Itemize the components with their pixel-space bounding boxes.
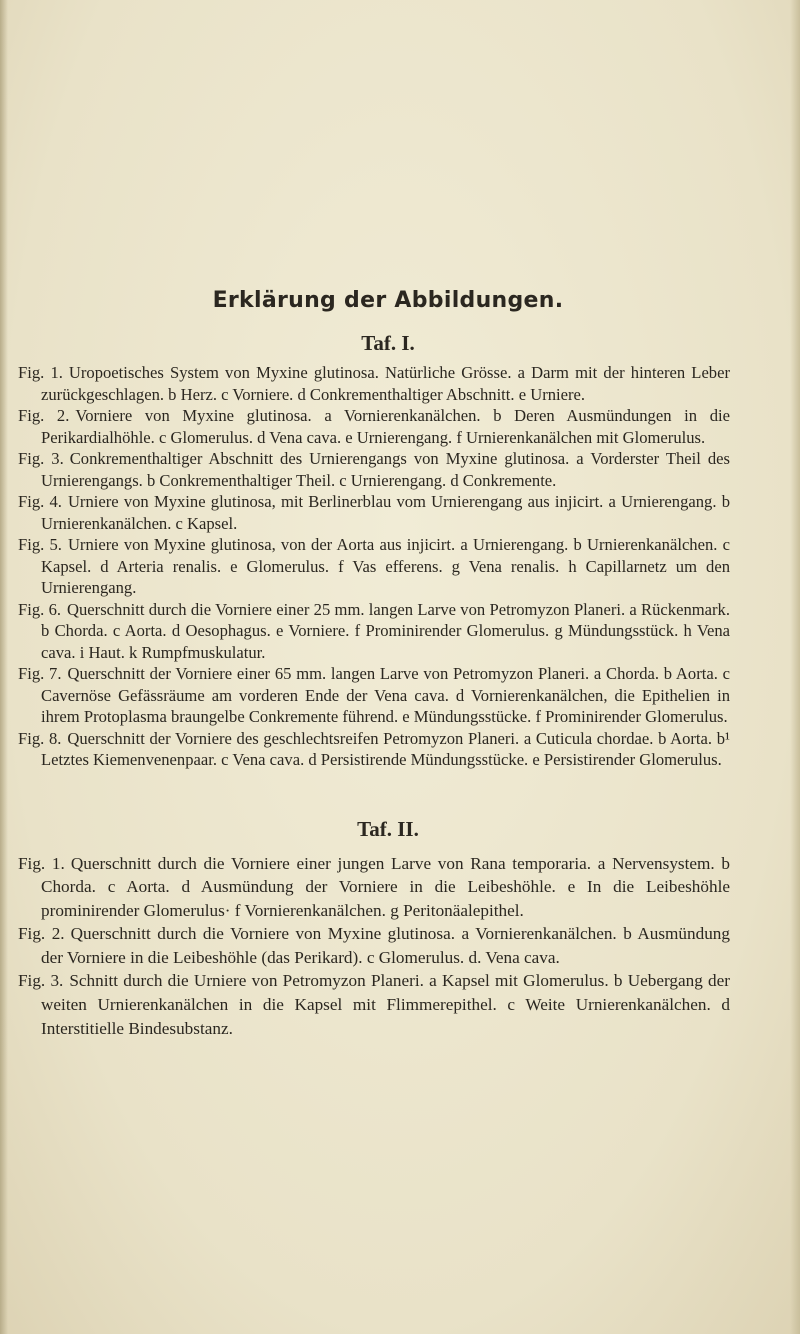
figure-text: Conkrementhaltiger Abschnitt des Urnierengangs von Myxine glutinosa. a Vorderster Theil des Urnierengangs. b Conkrementhaltiger Theil. c Urnierengang. d Conkremente. (41, 449, 730, 490)
figure-text: Querschnitt der Vorniere des geschlechtsreifen Petromyzon Planeri. a Cuticula chordae. b Aorta. b¹ Letztes Kiemenvenenpaar. c Vena cava. d Persistirende Mündungsstücke. e Persistirender Glomerulus. (41, 728, 730, 769)
figure-label: Fig. 5. (18, 535, 62, 554)
figure-caption-taf1-fig5 (18, 534, 730, 599)
figure-text: Querschnitt durch die Vorniere einer 25 mm. langen Larve von Petromyzon Planeri. a Rückenmark. b Chorda. c Aorta. d Oesophagus. e Vorniere. f Prominirender Glomerulus. g Mündungsstück. h Vena cava. i Haut. k Rumpfmuskulatur. (41, 599, 730, 662)
figure-label: Fig. 3. (18, 449, 64, 468)
figure-label: Fig. 2. (18, 406, 70, 425)
figure-caption-taf2-fig1 (18, 852, 730, 923)
figure-caption-taf1-fig3 (18, 448, 730, 491)
figure-caption-taf2-fig2 (18, 922, 730, 969)
figure-text: Vorniere von Myxine glutinosa. a Vornierenkanälchen. b Deren Ausmündungen in die Perikardialhöhle. c Glomerulus. d Vena cava. e Urnierengang. f Urnierenkanälchen mit Glomerulus. (41, 406, 730, 447)
page-title: Erklärung der Abbildungen. (212, 288, 564, 313)
figure-label: Fig. 8. (18, 728, 62, 748)
figure-text: Querschnitt durch die Vorniere von Myxine glutinosa. a Vornierenkanälchen. b Ausmündung der Vorniere in die Leibeshöhle (das Perikard). c Glomerulus. d. Vena cava. (41, 924, 730, 967)
figure-caption-taf1-fig4 (18, 491, 730, 534)
section-heading-taf-2: Taf. II. (357, 816, 419, 841)
figure-text: Schnitt durch die Urniere von Petromyzon Planeri. a Kapsel mit Glomerulus. b Uebergang der weiten Urnierenkanälchen in die Kapsel mit Flimmerepithel. c Weite Urnierenkanälchen. d Interstitielle Bindesubstanz. (41, 971, 730, 1038)
figure-label: Fig. 1. (18, 363, 63, 382)
figure-label: Fig. 3. (18, 971, 64, 991)
figure-label: Fig. 1. (18, 853, 65, 873)
figure-caption-taf1-fig1 (18, 362, 730, 405)
figure-label: Fig. 7. (18, 664, 62, 683)
figure-label: Fig. 4. (18, 492, 62, 511)
figure-caption-taf1-fig8 (18, 728, 730, 771)
page-content (18, 288, 730, 1040)
section-heading-taf-1: Taf. I. (361, 331, 415, 355)
figure-label: Fig. 6. (18, 599, 62, 619)
figure-caption-taf1-fig7 (18, 663, 730, 728)
figure-caption-taf1-fig6 (18, 599, 730, 664)
figure-text: Querschnitt der Vorniere einer 65 mm. langen Larve von Petromyzon Planeri. a Chorda. b Aorta. c Cavernöse Gefässräume am vorderen Ende der Vena cava. d Vornierenkanälchen, die Epithelien in ihrem Protoplasma braungelbe Conkremente führend. e Mündungsstücke. f Prominirender Glomerulus. (41, 664, 730, 726)
figure-label: Fig. 2. (18, 924, 65, 944)
figure-text: Urniere von Myxine glutinosa, mit Berlinerblau vom Urnierengang aus injicirt. a Urnierengang. b Urnierenkanälchen. c Kapsel. (41, 492, 730, 533)
figure-text: Urniere von Myxine glutinosa, von der Aorta aus injicirt. a Urnierengang. b Urnierenkanälchen. c Kapsel. d Arteria renalis. e Glomerulus. f Vas efferens. g Vena renalis. h Capillarnetz um den Urnierengang. (41, 535, 730, 597)
page-edge-right (790, 0, 800, 1334)
figure-caption-taf1-fig2 (18, 405, 730, 448)
figure-text: Querschnitt durch die Vorniere einer jungen Larve von Rana temporaria. a Nervensystem. b Chorda. c Aorta. d Ausmündung der Vorniere in die Leibeshöhle. e In die Leibeshöhle prominirender Glomerulus· f Vornierenkanälchen. g Peritonäalepithel. (41, 853, 730, 920)
figure-text: Uropoetisches System von Myxine glutinosa. Natürliche Grösse. a Darm mit der hinteren Leber zurückgeschlagen. b Herz. c Vorniere. d Conkrementhaltiger Abschnitt. e Urniere. (41, 363, 730, 404)
figure-caption-taf2-fig3 (18, 969, 730, 1040)
page-edge-left (0, 0, 8, 1334)
